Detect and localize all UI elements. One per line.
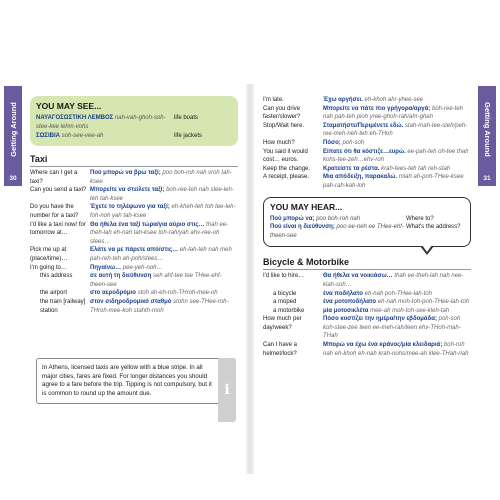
phrase-pronunciation: stoh ah-eh-roh-THroh-mee-oh xyxy=(137,290,218,297)
phrase-row xyxy=(30,221,238,247)
phrase-greek: Πού μπορώ να βρω ταξί; xyxy=(90,170,161,176)
phrase-english: Stop/Wait here. xyxy=(263,122,305,129)
phrase-row xyxy=(263,315,471,341)
phrase-greek-block xyxy=(90,298,238,315)
phrase-greek: Κρατείστε τα ρέστα. xyxy=(323,165,380,172)
phrase-greek-block xyxy=(90,169,238,186)
phrase-greek: στο αεροδρόμιο xyxy=(90,290,136,297)
see-row xyxy=(36,132,232,141)
phrase-greek: Θα ήθελα ένα ταξί τώρα/για αύριο στις… xyxy=(90,221,205,228)
you-may-see-title: YOU MAY SEE... xyxy=(36,101,102,111)
phrase-row xyxy=(263,173,471,190)
phrase-greek-block xyxy=(323,173,471,190)
phrase-english: I'd like to hire… xyxy=(263,273,305,280)
phrase-row xyxy=(263,165,471,174)
phrase-english: Pick me up at (place/time)… xyxy=(30,247,68,262)
see-pron: soh-see-vee-ah xyxy=(61,133,104,139)
phrase-greek: Μπορείτε να πάτε πιο γρήγορα/αργά; xyxy=(323,105,431,112)
phrase-greek: μία μοτοσικλέτα xyxy=(323,307,369,314)
phrase-row xyxy=(263,122,471,139)
phrase-pronunciation: poh-soh xyxy=(342,139,365,146)
phrase-greek-block xyxy=(90,289,238,298)
phrase-greek-block xyxy=(90,186,238,203)
phrase-greek-block xyxy=(90,203,238,220)
phrase-english: a moped xyxy=(273,299,297,306)
phrase-pronunciation: pee-yeh-noh… xyxy=(122,264,163,271)
phrase-english: Can you send a taxi? xyxy=(30,187,87,194)
phrase-pronunciation: poh-soh koh-stee-zee teen ee-meh-rah/teen ehv-THoh-mah-THah xyxy=(323,316,461,340)
book-gutter xyxy=(246,84,254,474)
speech-bubble-tail xyxy=(420,246,434,255)
taxi-phrase-list xyxy=(30,169,238,315)
taxi-section-title: Taxi xyxy=(30,154,238,167)
hear-row xyxy=(270,215,464,224)
phrase-greek: Είπατε ότι θα κόστιζε…ευρώ. xyxy=(323,148,406,155)
see-greek: ΣΩΣΙΒΙΑ xyxy=(36,133,61,139)
phrase-english: the airport xyxy=(40,290,68,297)
phrase-greek: Μια απόδειξη, παρακαλώ. xyxy=(323,174,398,181)
phrase-greek: Πηγαίνω… xyxy=(90,264,122,271)
phrase-english: I'd like a taxi now/ for tomorrow at… xyxy=(30,221,86,237)
phrase-greek: Έχω αργήσει. xyxy=(323,97,363,103)
phrase-row xyxy=(30,272,238,289)
right-page-number: 31 xyxy=(483,175,491,182)
phrase-row xyxy=(263,148,471,165)
hear-greek: Πού είναι η διεύθυνση; xyxy=(270,224,335,231)
phrase-greek-block xyxy=(90,246,238,263)
phrase-greek: Σταματήστε/Περιμένετε εδώ. xyxy=(323,122,404,129)
phrase-greek-block xyxy=(323,272,471,289)
phrase-greek: ένα μοτοποδήλατο xyxy=(323,299,377,306)
phrase-pronunciation: eh-nah moh-toh-poh-THee-lah-toh xyxy=(377,299,470,306)
see-row xyxy=(36,114,232,132)
phrase-pronunciation: stah-mah-tee-steh/peh-ree-meh-neh-teh eh-THoh xyxy=(323,122,468,138)
phrase-greek: Πόσο; xyxy=(323,139,341,146)
right-phrase-list xyxy=(263,96,471,191)
phrase-row xyxy=(30,289,238,298)
phrase-greek: Μπορώ να έχω ένα κράνος/μία κλειδαριά; xyxy=(323,342,443,349)
phrase-english: I'm late. xyxy=(263,97,284,103)
hear-pron: poo ee-neh ee THee-ehf-theen-see xyxy=(270,224,404,239)
right-page xyxy=(263,96,471,358)
phrase-row xyxy=(263,290,471,299)
phrase-row xyxy=(30,203,238,220)
phrase-pronunciation: eh-lah-teh nah meh pah-reh-teh ah-poh/stees… xyxy=(90,247,232,262)
see-greek: ΝΑΥΑΓΟΣΩΣΤΙΚΗ ΛΕΜΒΟΣ xyxy=(36,115,114,121)
phrase-pronunciation: seh ahf-tee tee THee-ehf-theen-see xyxy=(90,273,222,288)
hear-row xyxy=(270,223,464,240)
phrase-greek-block xyxy=(90,264,238,273)
phrase-greek: Ελάτε να με πάρετε από/στις… xyxy=(90,247,179,254)
phrase-greek-block xyxy=(90,272,238,289)
phrase-pronunciation: ee-pah-teh oh-tee thah kohs-tee-zeh…ehv-roh xyxy=(323,148,469,164)
phrase-row xyxy=(30,186,238,203)
phrase-greek-block xyxy=(323,307,471,316)
phrase-english: Can you drive faster/slower? xyxy=(263,105,301,121)
phrase-pronunciation: eh-kheh-teh toh tee-leh-foh-noh yah tah-ksee xyxy=(90,204,236,219)
phrase-pronunciation: eh-khoh ahr-yhee-see xyxy=(364,97,424,103)
hear-meaning: What's the address? xyxy=(406,224,461,231)
right-tab-label: Getting Around xyxy=(482,101,492,157)
phrase-english: How much per day/week? xyxy=(263,316,302,331)
phrase-greek: Πόσο κοστίζει την ημέρα/την εβδομάδα; xyxy=(323,316,437,323)
phrase-row xyxy=(30,169,238,186)
hear-pron: poo boh-roh nah xyxy=(316,215,361,222)
phrase-english: Do you have the number for a taxi? xyxy=(30,204,79,219)
phrase-english: a motorbike xyxy=(273,307,305,314)
phrase-pronunciation: krah-tees-teh tah reh-stah xyxy=(381,165,451,172)
phrase-english: Can I have a helmet/lock? xyxy=(263,342,298,357)
phrase-pronunciation: boh-roh nah eh-khoh eh-nah krah-nohs/mee-ah klee-THah-riah xyxy=(323,342,469,357)
phrase-greek: Έχετε το τηλέφωνο για ταξί; xyxy=(90,204,170,211)
hear-greek: Πού μπορώ να; xyxy=(270,215,315,222)
bike-phrase-list xyxy=(263,272,471,358)
phrase-english: How much? xyxy=(263,139,295,146)
phrase-greek: στον σιδηροδρομικό σταθμό xyxy=(90,298,172,305)
phrase-english: a bicycle xyxy=(273,290,297,297)
phrase-row xyxy=(263,307,471,316)
phrase-pronunciation: boh-ree-teh nah stee-leh-teh tah-ksee xyxy=(90,187,234,202)
phrase-english: A receipt, please. xyxy=(263,174,310,181)
phrase-greek-block xyxy=(323,105,471,122)
phrase-pronunciation: miah ah-poh-THee-ksee pah-rah-kah-loh xyxy=(323,174,464,189)
phrase-english: You said it would cost… euros. xyxy=(263,148,308,164)
phrase-row xyxy=(263,298,471,307)
phrase-greek-block xyxy=(323,298,471,307)
left-tab-label: Getting Around xyxy=(8,101,18,157)
phrase-pronunciation: thah ee-theh-lah eh-nah tah-ksee toh-rah/yah ahv-ree-oh stees… xyxy=(90,221,229,245)
phrase-pronunciation: boh-ree-teh nah pah-teh pioh yree-ghoh-rah/ahr-ghah xyxy=(323,105,464,121)
phrase-row xyxy=(30,264,238,273)
left-page-number: 30 xyxy=(9,175,17,182)
you-may-see-box xyxy=(30,96,238,146)
phrase-greek-block xyxy=(323,315,471,341)
phrase-pronunciation: mee-ah moh-toh-see-kleh-tah xyxy=(370,307,450,314)
info-box xyxy=(36,358,236,404)
left-section-tab xyxy=(4,86,22,186)
phrase-english: the train [railway] station xyxy=(40,298,86,314)
phrase-row xyxy=(263,96,471,105)
phrase-row xyxy=(263,139,471,148)
phrase-greek-block xyxy=(323,165,471,174)
phrase-pronunciation: eh-nah poh-THee-lah-toh xyxy=(364,290,432,297)
see-meaning: life boats xyxy=(174,115,199,121)
info-text: In Athens, licensed taxis are yellow with a blue stripe. In all major cities, fares are fixed. For longer distances you should agree to a fare before the trip. Tipping is not compulsory, but it is common to round up the amount due. xyxy=(42,364,212,397)
left-page xyxy=(30,96,238,315)
phrase-greek: Θα ήθελα να νοικιάσω… xyxy=(323,273,393,280)
phrase-pronunciation: thah ee-theh-lah nah nee-kiah-soh… xyxy=(323,273,464,288)
you-may-hear-title: YOU MAY HEAR... xyxy=(270,201,343,212)
right-section-tab xyxy=(478,86,496,186)
phrase-english: Where can I get a taxi? xyxy=(30,170,78,185)
phrase-greek-block xyxy=(323,341,471,358)
phrase-english: Keep the change. xyxy=(263,165,311,172)
see-meaning: life jackets xyxy=(174,133,203,139)
phrase-row xyxy=(30,298,238,315)
phrase-greek-block xyxy=(323,290,471,299)
hear-meaning: Where to? xyxy=(406,215,434,222)
see-pron: nah-vah-ghoh-soh-stee-kee lehm-vohs xyxy=(36,115,166,130)
bike-section-title: Bicycle & Motorbike xyxy=(263,257,471,270)
phrase-pronunciation: poo boh-roh nah vroh tah-ksee xyxy=(90,170,232,185)
phrase-row xyxy=(30,246,238,263)
phrase-greek: σε αυτή τη διεύθυνση xyxy=(90,273,152,280)
phrase-english: I'm going to… xyxy=(30,264,67,271)
phrase-row xyxy=(263,105,471,122)
info-icon: i xyxy=(218,358,236,422)
phrase-greek-block xyxy=(323,148,471,165)
phrase-pronunciation: stohn see-THee-roh-THroh-mee-koh stahth-moh xyxy=(90,298,229,314)
phrase-row xyxy=(263,341,471,358)
phrase-row xyxy=(263,272,471,289)
phrase-greek-block xyxy=(90,221,238,247)
phrase-greek-block xyxy=(323,96,471,105)
phrase-greek-block xyxy=(323,139,471,148)
phrase-greek: Μπορείτε να στείλετε ταξί; xyxy=(90,187,165,194)
phrase-greek: ένα ποδήλατο xyxy=(323,290,363,297)
phrase-greek-block xyxy=(323,122,471,139)
phrase-english: this address xyxy=(40,273,73,280)
you-may-hear-box xyxy=(263,197,471,248)
